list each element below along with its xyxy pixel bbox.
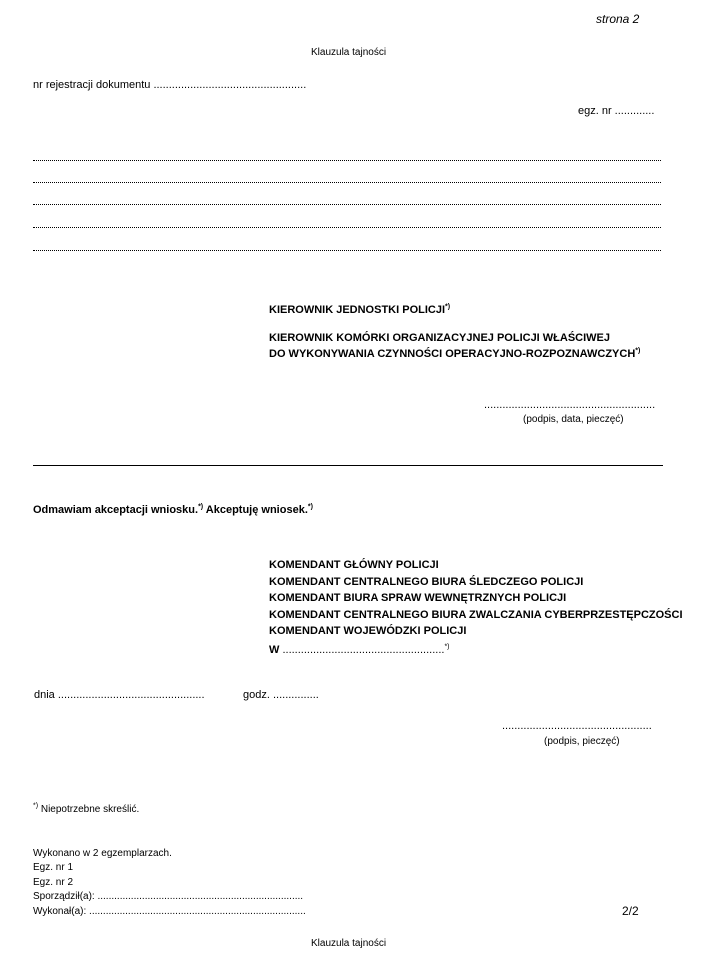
cell-head-title-line2: DO WYKONYWANIA CZYNNOŚCI OPERACYJNO-ROZPOZNAWCZYCH*) xyxy=(269,347,641,360)
executed-by: Wykonał(a): .............................................................................. xyxy=(33,906,306,917)
footnote-ref: *) xyxy=(445,303,451,311)
classification-top: Klauzula tajności xyxy=(311,47,387,58)
page-label: strona 2 xyxy=(596,12,640,26)
footnote-ref: *) xyxy=(635,347,641,355)
commander-line-4: KOMENDANT CENTRALNEGO BIURA ZWALCZANIA CYBERPRZESTĘPCZOŚCI xyxy=(269,609,683,621)
commander-location xyxy=(269,643,450,657)
copy-2: Egz. nr 2 xyxy=(33,877,74,888)
prepared-by: Sporządził(a): .......................................................................... xyxy=(33,891,304,902)
decision-line xyxy=(33,503,313,517)
cell-head-title-line1: KIEROWNIK KOMÓRKI ORGANIZACYJNEJ POLICJI WŁAŚCIWEJ xyxy=(269,332,611,344)
footnote-mark: *) xyxy=(33,802,39,810)
footnote xyxy=(33,803,139,817)
signature-line-2: ................................................. xyxy=(502,720,652,732)
commander-line-1: KOMENDANT GŁÓWNY POLICJI xyxy=(269,559,439,571)
dotted-line-5 xyxy=(33,250,661,251)
copy-number: egz. nr ............. xyxy=(578,105,655,117)
signature-caption-1: (podpis, data, pieczęć) xyxy=(523,414,624,425)
time-field: godz. ............... xyxy=(243,689,319,701)
dotted-line-4 xyxy=(33,227,661,228)
dotted-line-2 xyxy=(33,182,661,183)
copy-1: Egz. nr 1 xyxy=(33,862,74,873)
copies-made: Wykonano w 2 egzemplarzach. xyxy=(33,848,172,859)
accept-option: Akceptuję wniosek. xyxy=(205,504,308,516)
refuse-option: Odmawiam akceptacji wniosku. xyxy=(33,504,199,516)
w-dots: ..................................................... xyxy=(282,644,445,656)
section-divider xyxy=(33,465,663,466)
signature-line-1: ........................................................ xyxy=(484,399,656,411)
footnote-ref: *) xyxy=(444,643,450,651)
date-field: dnia ................................................ xyxy=(34,689,205,701)
commander-line-3: KOMENDANT BIURA SPRAW WEWNĘTRZNYCH POLICJI xyxy=(269,592,567,604)
registration-number: nr rejestracji dokumentu .................................................. xyxy=(33,79,307,91)
footnote-ref: *) xyxy=(307,503,313,511)
commander-line-2: KOMENDANT CENTRALNEGO BIURA ŚLEDCZEGO POLICJI xyxy=(269,576,584,588)
dotted-line-1 xyxy=(33,160,661,161)
signature-caption-2: (podpis, pieczęć) xyxy=(544,736,620,747)
footnote-ref: *) xyxy=(198,503,204,511)
footnote-text: Niepotrzebne skreślić. xyxy=(40,804,140,815)
dotted-line-3 xyxy=(33,204,661,205)
commander-line-5: KOMENDANT WOJEWÓDZKI POLICJI xyxy=(269,625,467,637)
page-number: 2/2 xyxy=(622,904,639,918)
w-prefix: W xyxy=(269,644,280,656)
unit-head-title: KIEROWNIK JEDNOSTKI POLICJI*) xyxy=(269,303,451,316)
classification-bottom: Klauzula tajności xyxy=(311,938,387,949)
